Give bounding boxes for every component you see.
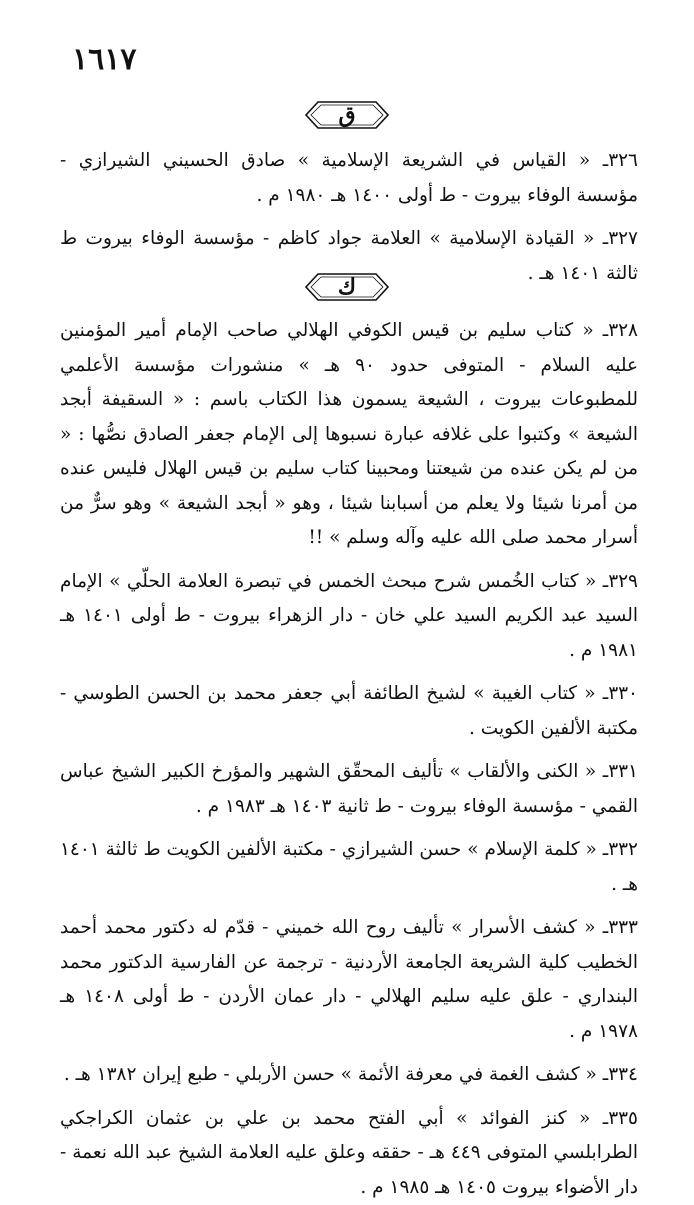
section-badge-qaf (304, 100, 390, 130)
entry-332: ٣٣٢ـ « كلمة الإسلام » حسن الشيرازي - مكتبة الألفين الكويت ط ثالثة ١٤٠١ هـ . (60, 833, 638, 902)
entry-334: ٣٣٤ـ « كشف الغمة في معرفة الأئمة » حسن الأربلي - طبع إيران ١٣٨٢ هـ . (60, 1058, 638, 1093)
entry-333: ٣٣٣ـ « كشف الأسرار » تأليف روح الله خميني - قدّم له دكتور محمد أحمد الخطيب كلية الشريعة الجامعة الأردنية - ترجمة عن الفارسية الدكتور محمد البنداري - علق عليه سليم الهلالي - دار عمان الأردن - ط أولى ١٤٠٨ هـ ١٩٧٨ م . (60, 911, 638, 1049)
entry-328: ٣٢٨ـ « كتاب سليم بن قيس الكوفي الهلالي صاحب الإمام أمير المؤمنين عليه السلام - المتوفى حدود ٩٠ هـ » منشورات مؤسسة الأعلمي للمطبوعات بيروت ، الشيعة يسمون هذا الكتاب باسم : « السقيفة أبجد الشيعة » وكتبوا على غلافه عبارة نسبوها إلى الإمام جعفر الصادق نصُّها : « من لم يكن عنده من شيعتنا ومحبينا كتاب سليم بن قيس الهلال فليس عنده من أمرنا شيئا ولا يعلم من أسبابنا شيئا ، وهو « أبجد الشيعة » وهو سرٌّ من أسرار محمد صلى الله عليه وآله وسلم » !! (60, 314, 638, 556)
section-letter: ق (304, 100, 390, 130)
entry-327: ٣٢٧ـ « القيادة الإسلامية » العلامة جواد كاظم - مؤسسة الوفاء بيروت ط ثالثة ١٤٠١ هـ . (60, 222, 638, 291)
entry-330: ٣٣٠ـ « كتاب الغيبة » لشيخ الطائفة أبي جعفر محمد بن الحسن الطوسي - مكتبة الألفين الكويت . (60, 677, 638, 746)
entry-331: ٣٣١ـ « الكنى والألقاب » تأليف المحقّق الشهير والمؤرخ الكبير الشيخ عباس القمي - مؤسسة الوفاء بيروت - ط ثانية ١٤٠٣ هـ ١٩٨٣ م . (60, 755, 638, 824)
entry-329: ٣٢٩ـ « كتاب الخُمس شرح مبحث الخمس في تبصرة العلامة الحلّي » الإمام السيد عبد الكريم السيد علي خان - دار الزهراء بيروت - ط أولى ١٤٠١ هـ ١٩٨١ م . (60, 565, 638, 669)
entry-335: ٣٣٥ـ « كنز الفوائد » أبي الفتح محمد بن علي بن عثمان الكراجكي الطرابلسي المتوفى ٤٤٩ هـ - حققه وعلق عليه العلامة الشيخ عبد الله نعمة - دار الأضواء بيروت ١٤٠٥ هـ ١٩٨٥ م . (60, 1102, 638, 1205)
page-number: ١٦١٧ (72, 42, 136, 77)
entries-section-qaf (60, 144, 638, 291)
section-badge-kaf (304, 272, 390, 302)
entry-326: ٣٢٦ـ « القياس في الشريعة الإسلامية » صادق الحسيني الشيرازي - مؤسسة الوفاء بيروت - ط أولى ١٤٠٠ هـ ١٩٨٠ م . (60, 144, 638, 213)
section-letter: ك (304, 272, 390, 302)
entries-section-kaf (60, 314, 638, 1205)
